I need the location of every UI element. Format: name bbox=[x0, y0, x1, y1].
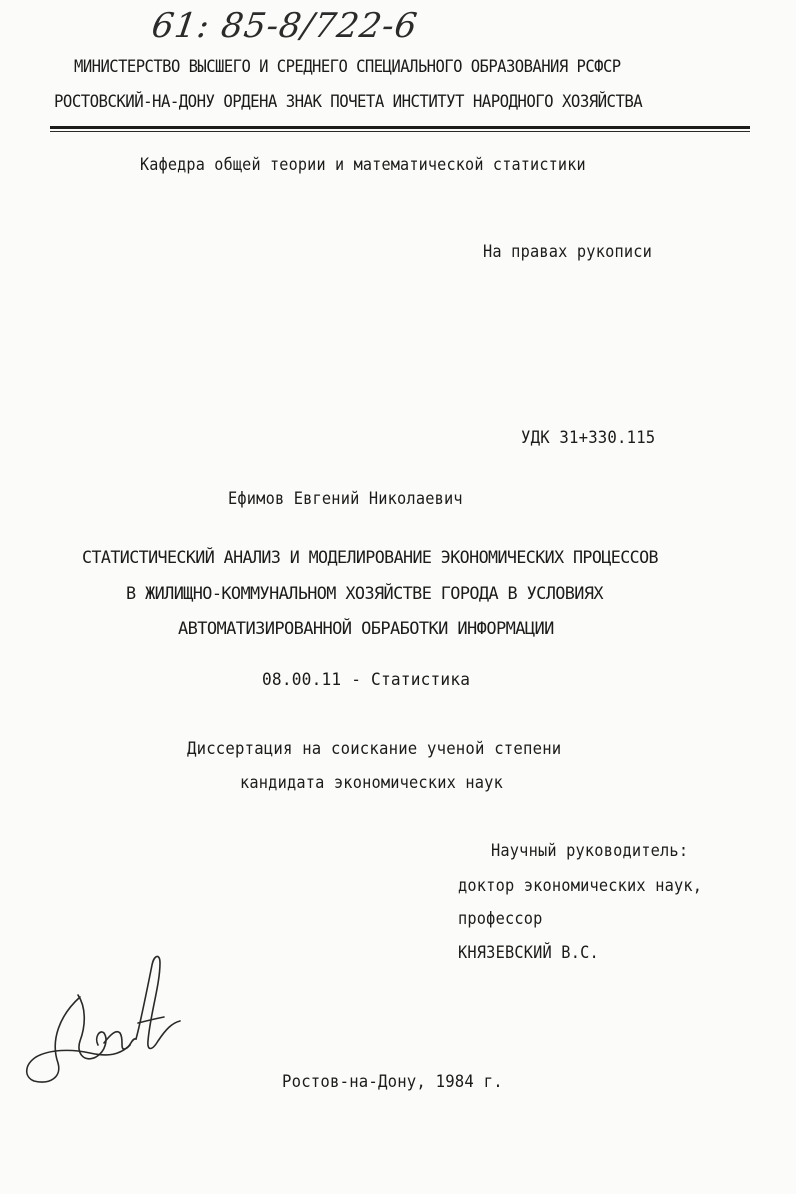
header-rule-thin bbox=[50, 131, 750, 132]
specialty-code: 08.00.11 - Статистика bbox=[262, 670, 471, 690]
supervisor-rank: профессор bbox=[458, 909, 543, 929]
archive-code-handwritten: 61: 85-8/722-6 bbox=[149, 6, 421, 46]
supervisor-name: КНЯЗЕВСКИЙ В.С. bbox=[458, 943, 599, 963]
institute-heading: РОСТОВСКИЙ-НА-ДОНУ ОРДЕНА ЗНАК ПОЧЕТА ИНСТИТУТ НАРОДНОГО ХОЗЯЙСТВА bbox=[54, 92, 643, 112]
author-signature bbox=[20, 945, 190, 1095]
udc-code: УДК 31+330.115 bbox=[521, 428, 656, 448]
place-and-year: Ростов-на-Дону, 1984 г. bbox=[282, 1072, 503, 1092]
title-line-3: АВТОМАТИЗИРОВАННОЙ ОБРАБОТКИ ИНФОРМАЦИИ bbox=[178, 619, 554, 639]
dissertation-line-1: Диссертация на соискание ученой степени bbox=[187, 739, 562, 759]
department-name: Кафедра общей теории и математической статистики bbox=[140, 155, 586, 175]
title-line-2: В ЖИЛИЩНО-КОММУНАЛЬНОМ ХОЗЯЙСТВЕ ГОРОДА В УСЛОВИЯХ bbox=[126, 584, 603, 604]
ministry-heading: МИНИСТЕРСТВО ВЫСШЕГО И СРЕДНЕГО СПЕЦИАЛЬНОГО ОБРАЗОВАНИЯ РСФСР bbox=[74, 57, 621, 77]
header-rule-thick bbox=[50, 126, 750, 129]
title-line-1: СТАТИСТИЧЕСКИЙ АНАЛИЗ И МОДЕЛИРОВАНИЕ ЭКОНОМИЧЕСКИХ ПРОЦЕССОВ bbox=[82, 548, 658, 568]
supervisor-degree: доктор экономических наук, bbox=[458, 876, 703, 896]
manuscript-note: На правах рукописи bbox=[483, 242, 653, 262]
supervisor-label: Научный руководитель: bbox=[491, 841, 689, 861]
author-name: Ефимов Евгений Николаевич bbox=[228, 489, 463, 509]
dissertation-line-2: кандидата экономических наук bbox=[240, 773, 503, 793]
